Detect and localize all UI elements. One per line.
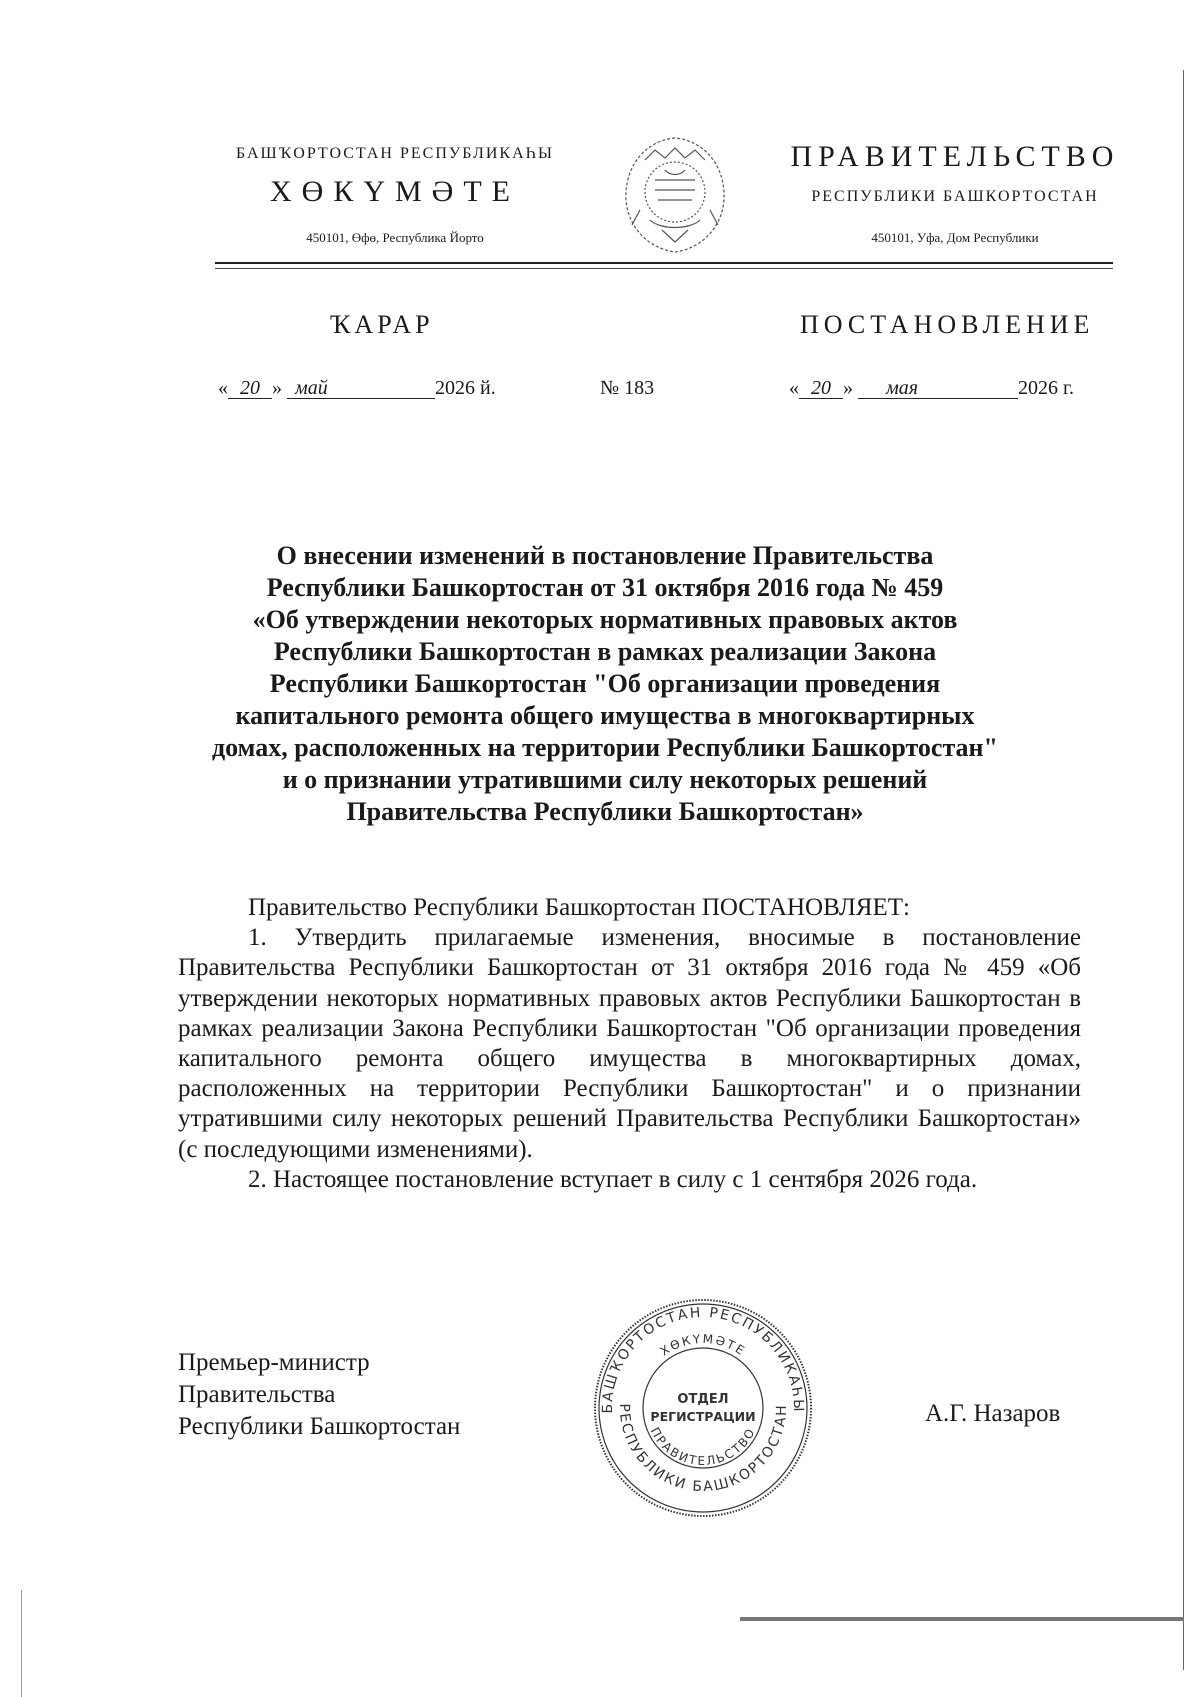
header-right-republic: РЕСПУБЛИКИ БАШКОРТОСТАН [811,188,1099,205]
date-left-month: май [287,378,435,399]
title-line: Республики Башкортостан "Об организации проведения [269,669,941,698]
date-right-day: 20 [799,378,843,399]
date-right: « 20 » мая 2026 г. [789,377,1074,399]
header-rule [215,262,1113,264]
document-title [190,540,1020,828]
title-line: Республики Башкортостан в рамках реализации Закона [273,637,937,666]
registration-stamp [590,1295,816,1521]
scan-edge-right [1183,70,1184,1670]
header-right-address: 450101, Уфа, Дом Республики [871,230,1039,245]
stamp-center-2: РЕГИСТРАЦИИ [650,1409,756,1424]
svg-text:ХӨКҮМӘТЕ [658,1332,749,1359]
body-item-2: 2. Настоящее постановление вступает в силу с 1 сентября 2026 года. [248,1165,978,1193]
stamp-inner-top: ХӨКҮМӘТЕ [657,1331,749,1359]
stamp-outer-bottom: РЕСПУБЛИКИ БАШКОРТОСТАН [615,1403,791,1496]
date-left: « 20 » май 2026 й. [218,377,496,399]
header-left-government: ХӨКҮМӘТЕ [270,175,520,208]
doc-type-russian: ПОСТАНОВЛЕНИЕ [800,310,1095,339]
header-left-republic: БАШҠОРТОСТАН РЕСПУБЛИКАҺЫ [236,145,554,162]
date-right-year: 2026 г. [1018,377,1074,399]
date-left-day: 20 [228,378,272,399]
scan-edge-bottom [740,1617,1184,1621]
stamp-outer-top: БАШҠОРТОСТАН РЕСПУБЛИКАҺЫ [599,1304,807,1414]
signatory-name: А.Г. Назаров [925,1400,1061,1427]
title-line: Правительства Республики Башкортостан» [346,797,864,826]
coat-of-arms-emblem [610,130,740,260]
signatory-title [178,1347,460,1443]
stamp-center-1: ОТДЕЛ [677,1392,729,1407]
document-body [178,893,1081,1195]
body-intro: Правительство Республики Башкортостан ПОСТАНОВЛЯЕТ: [248,894,910,921]
header-left-address: 450101, Өфө, Республика Йорто [306,230,484,245]
stamp-inner-bottom: ПРАВИТЕЛЬСТВО [647,1424,759,1469]
title-line: Республики Башкортостан от 31 октября 2016 года № 459 [266,573,944,602]
date-right-month: мая [858,378,1018,399]
title-line: и о признании утратившими силу некоторых решений [282,765,928,794]
svg-text:ПРАВИТЕЛЬСТВО [648,1425,759,1468]
document-number: № 183 [600,377,655,399]
scan-edge-left [21,1590,22,1697]
header-rule-thin [215,268,1113,269]
date-left-year: 2026 й. [435,377,496,399]
signatory-line: Премьер-министр [178,1349,370,1376]
signatory-line: Правительства [178,1381,336,1408]
title-line: «Об утверждении некоторых нормативных правовых актов [252,605,958,634]
body-item-1: 1. Утвердить прилагаемые изменения, вносимые в постановление Правительства Республики Башкортостан от 31 октября 2016 года № 459 «Об утверждении некоторых нормативных правовых актов Республики Башкортостан в рамках реализации Закона Республики Башкортостан "Об организации проведения капитального ремонта общего имущества в многоквартирных домах, расположенных на территории Республики Башкортостан" и о признании утратившими силу некоторых решений Правительства Республики Башкортостан» (с последующими изменениями). [178,924,1081,1163]
header-right-government: ПРАВИТЕЛЬСТВО [790,140,1120,173]
title-line: О внесении изменений в постановление Правительства [276,541,934,570]
signatory-line: Республики Башкортостан [178,1413,461,1440]
title-line: капитального ремонта общего имущества в многоквартирных [235,701,975,730]
title-line: домах, расположенных на территории Республики Башкортостан" [212,733,998,762]
doc-type-bashkir: ҠАРАР [330,310,434,339]
